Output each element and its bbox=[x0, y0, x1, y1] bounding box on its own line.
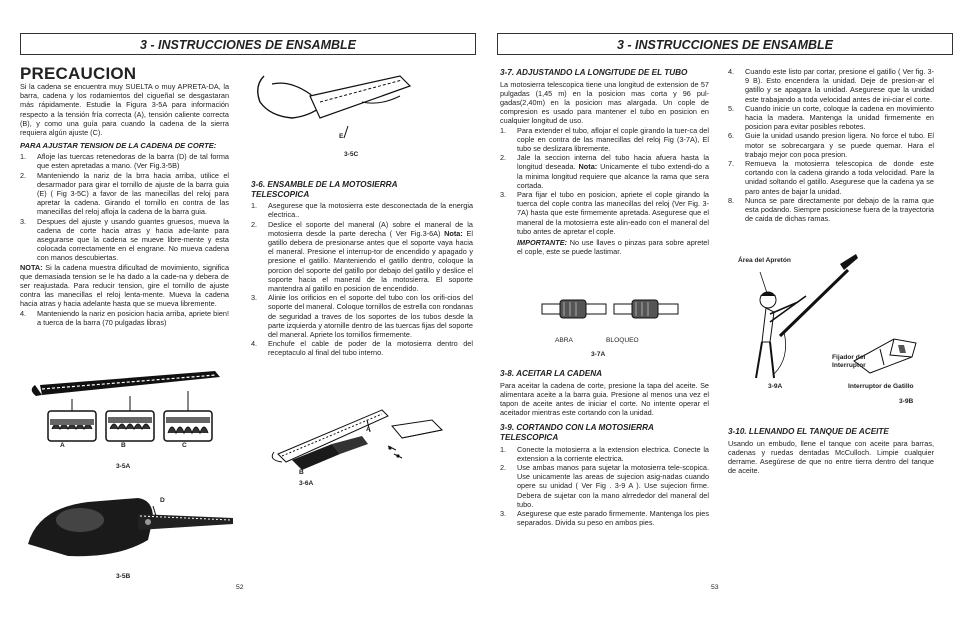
figure-3-5a bbox=[30, 363, 230, 473]
list-text: Asegurese que este parado firmemente. Mantenga los pies separados. Divida su peso en ambos pies. bbox=[517, 509, 709, 528]
list-text: Manteniendo la nariz de la brra hacia arriba, utilice el desarmador para girar el tornillo de ajuste de la barra guia (E) ( Fig 3-5C) a favor de las manecillas del reloj para apretar la cadena. Girando el tornillo en contra de las manecillas del reloj afloja la cadena de la barra guia. bbox=[37, 170, 229, 217]
chain-detail-b bbox=[106, 411, 154, 441]
list-number: 3. bbox=[251, 293, 258, 303]
list-number: 2. bbox=[500, 153, 507, 163]
tension-subheading: PARA AJUSTAR TENSION DE LA CADENA DE CORTE: bbox=[20, 141, 217, 151]
fig-3-9-lock-label: Fijador del Interruptor bbox=[832, 354, 866, 369]
list-text: Conecte la motosierra a la extension electrica. Conecte la extension a la corriente electrica. bbox=[517, 444, 709, 463]
pole-saw-drawing bbox=[780, 270, 848, 336]
left-section-header: 3 - INSTRUCCIONES DE ENSAMBLE bbox=[20, 33, 476, 55]
fig-3-5c-label-e: E bbox=[339, 133, 344, 140]
list-text: Use ambas manos para sujetar la motosierra tele-scopica. Use unicamente las areas de sujecion asig-nadas cuando opere su unidad ( Ver Fig . 3-9 A ). Use sujecion firme. Debera de sujetar con la mano alrrededor del maneral del tubo. bbox=[517, 463, 709, 509]
section-3-6-list bbox=[251, 201, 473, 357]
figure-3-7a bbox=[540, 290, 680, 340]
chain-detail-c bbox=[164, 411, 212, 441]
list-item bbox=[500, 445, 709, 463]
section-3-8-text: Para aceitar la cadena de corte, presione la tapa del aceite. Se alimentara aceite a la barra guia. Presione al menos una vez el tapon de aceite antes de iniciar el corte. No intente operar el aceitador mientras este cortando con la unidad. bbox=[500, 380, 709, 418]
figure-3-5c bbox=[250, 66, 420, 148]
tension-step-4 bbox=[20, 309, 229, 327]
chain-detail-a bbox=[48, 411, 96, 441]
list-text: Jale la seccion interna del tubo hacia afuera hasta la longitud deseada. Nota: Unicamente el tubo extendi-do a la minima longitud requiere que alcance la rama que sera cortada. bbox=[517, 153, 709, 190]
list-text: Alinie los orificios en el soporte del tubo con los orifi-cios del soporte del maneral. Coloque tornillos de estrella con rondanas de seguridad a traves de los soportes de los tubos desde la parte izquierda y atornille dentro de las tuercas fijas del soporte del maneral. Apriete los tornillos firmemente. bbox=[268, 293, 473, 340]
list-item bbox=[500, 126, 709, 154]
list-item bbox=[500, 190, 709, 236]
list-text: Despues del ajuste y usando guantes gruesos, mueva la cadena de corte hacia atras y hacia ade-lante para asegurarse que la cadena se mueve libre-mente y esta colocada correctamente en el engrane. No mueva cadena con manos descubiertas. bbox=[37, 216, 229, 263]
page-number-right: 53 bbox=[711, 584, 719, 591]
precaution-title: PRECAUCION bbox=[20, 64, 137, 83]
left-column-2 bbox=[251, 180, 473, 358]
list-number: 1. bbox=[20, 152, 27, 162]
fig-3-6a-caption: 3-6A bbox=[299, 480, 314, 487]
intro-paragraph: Si la cadena se encuentra muy SUELTA o muy APRETA-DA, la barra, cadena y los rodamientos del cigueñal se desgastaran más rápidamente. Estudie la Figura 3-5A para información respecto a la tensión fría correcta (A), tensión caliente correcta (B), y como una guía para cuando la cadena de la sierra requiera algún ajuste (C). bbox=[20, 82, 229, 138]
fig-3-5a-label-c: C bbox=[182, 442, 187, 449]
section-3-7-intro: La motosierra telescopica tiene una longitud de extension de 57 pulgadas (1,45 m) en la posicion mas corta y 96 pul-gadas(2,40m) en la posicion mas alargada. Un cople de compresion es usado para mantener el tubo en posicion en cualquier longitud de uso. bbox=[500, 79, 709, 126]
important-note: IMPORTANTE: No use llaves o pinzas para sobre apretel el cople, este se puede lastimar. bbox=[517, 238, 709, 257]
fig-3-7a-label-open: ABRA bbox=[555, 337, 573, 344]
fig-3-5b-caption: 3-5B bbox=[116, 573, 131, 580]
list-item bbox=[728, 196, 934, 224]
section-3-9-list bbox=[500, 445, 709, 528]
list-item bbox=[728, 159, 934, 196]
list-number: 3. bbox=[20, 216, 27, 226]
right-column-1-lower bbox=[500, 369, 709, 527]
fig-3-7a-label-lock: BLOQUEO bbox=[606, 337, 639, 344]
list-text: Nunca se pare directamente por debajo de la rama que esta podando. Siempre posicionese fuera de la trayectoria de caida de dichas ramas. bbox=[745, 195, 934, 224]
figure-3-5b bbox=[28, 488, 238, 568]
list-item bbox=[251, 339, 473, 357]
fig-3-5b-label-d: D bbox=[160, 497, 165, 504]
section-3-8-heading: 3-8. ACEITAR LA CADENA bbox=[500, 369, 603, 378]
section-3-10-text: Usando un embudo, llene el tanque con aceite para barras, cadenas y ruedas dentadas McCulloch. Limpie cualquier derrame. Asegúrese de que no entre tierra dentro del tanque de aceite. bbox=[728, 438, 934, 476]
list-item bbox=[20, 217, 229, 263]
list-number: 1. bbox=[251, 201, 258, 211]
list-number: 8. bbox=[728, 195, 735, 205]
list-item bbox=[251, 220, 473, 294]
list-item bbox=[728, 131, 934, 159]
list-item bbox=[500, 463, 709, 509]
list-text: Para fijar el tubo en posicion, apriete el cople girando la tuerca del cople contra las manecillas del reloj (Ver Fig. 3-7A) hasta que este firmemente apretada. Asegurese que el maneral de la motosierra este alin-eado con el maneral del tubo antes de apretar el cople. bbox=[517, 190, 709, 236]
list-text: Remueva la motosierra telescopica de donde este cortando con la cadena girando a toda velocidad. Pare la unidad soltando el gatillo. Asegurese que la cadena ya se paro antes de bajar la unidad. bbox=[745, 159, 934, 196]
list-text: Cuando inicie un corte, coloque la cadena en movimiento hacia la madera. Mantenga la unidad firmemente en posicion para evitar posibles rebotes. bbox=[745, 103, 934, 132]
list-text: Asegurese que la motosierra este desconectada de la energia electrica.. bbox=[268, 201, 473, 220]
fig-3-5c-caption: 3-5C bbox=[344, 151, 359, 158]
nota-paragraph: NOTA: Si la cadena muestra dificultad de movimiento, significa que demasiada tension se le ha dado a la cade-na y debera de ser reajustada. Para reducir tension, gire el tornillo de ajuste contra las manecillas el reloj lenta-mente. Mueva la cadena hacia atras y hacia adelante hasta que se mueva libremente. bbox=[20, 262, 229, 309]
fig-3-5a-caption: 3-5A bbox=[116, 463, 131, 470]
list-text: Guie la unidad usando presion ligera. No force el tubo. El motor se sobrecargara y se puede quemar. Hara el trabajo mejor con poca presion. bbox=[745, 131, 934, 159]
list-item bbox=[251, 201, 473, 219]
guide-bar-drawing bbox=[40, 371, 220, 395]
list-item bbox=[500, 153, 709, 190]
section-3-7-heading: 3-7. ADJUSTANDO LA LONGITUDE DE EL TUBO bbox=[500, 68, 688, 77]
list-number: 4. bbox=[728, 67, 735, 76]
list-text: Afloje las tuercas retenedoras de la barra (D) de tal forma que esten apretadas a mano. (Ver Fig.3-5B) bbox=[37, 152, 229, 171]
page-number-left: 52 bbox=[236, 584, 244, 591]
section-3-10-heading: 3-10. LLENANDO EL TANQUE DE ACEITE bbox=[728, 427, 889, 436]
cutting-steps-continued bbox=[728, 67, 934, 223]
coupling-locked-drawing bbox=[614, 300, 678, 318]
right-column-1 bbox=[500, 68, 709, 256]
list-item bbox=[251, 293, 473, 339]
section-3-10 bbox=[728, 427, 934, 475]
list-number: 2. bbox=[251, 219, 258, 229]
list-number: 5. bbox=[728, 103, 735, 113]
left-column-1 bbox=[20, 82, 229, 327]
section-3-6-heading: 3-6. ENSAMBLE DE LA MOTOSIERRA TELESCOPICA bbox=[251, 180, 398, 199]
fig-3-5a-label-a: A bbox=[60, 442, 65, 449]
list-number: 3. bbox=[500, 190, 507, 200]
list-text: Deslice el soporte del maneral (A) sobre el maneral de la motosierra desde la parte derecha ( Ver Fig.3-6A) Nota: El gatillo debera de presionarse antes que el soporte vaya hacia el maneral. Presione el interrup-tor de encendido y apagado y presione el gatillo. Manteniendo el gatillo dentro, coloque la porcion del soporte del gatillo por debajo del gatillo y deslice el soporte hacia el maneral de la motosierra. El soporte mantendra al gatillo en posicion de encendido. bbox=[268, 219, 473, 294]
fig-3-9-trigger-label: Interruptor de Gatillo bbox=[848, 383, 914, 390]
right-column-2 bbox=[728, 67, 934, 223]
list-item bbox=[728, 67, 934, 104]
coupling-open-drawing bbox=[542, 300, 606, 318]
list-item bbox=[728, 104, 934, 132]
list-number: 4. bbox=[251, 339, 258, 349]
list-number: 3. bbox=[500, 509, 507, 519]
list-number: 1. bbox=[500, 444, 507, 454]
list-number: 6. bbox=[728, 131, 735, 141]
tension-steps bbox=[20, 152, 229, 262]
list-item bbox=[20, 152, 229, 170]
list-item bbox=[500, 509, 709, 527]
fig-3-9-grip-label: Área del Apretón bbox=[738, 257, 791, 264]
list-item: 4. Manteniendo la nariz en posicion hacia arriba, apriete bien! a tuerca de la barra (70 pulgadas libras) bbox=[20, 308, 229, 327]
list-item bbox=[20, 171, 229, 217]
fig-3-9a-caption: 3-9A bbox=[768, 383, 783, 390]
list-text: Para extender el tubo, aflojar el cople girando la tuer-ca del cople en contra de las manecillas del reloj Fig (3-7A), El tubo se deslizara libremente. bbox=[517, 125, 709, 154]
list-number: 2. bbox=[20, 170, 27, 180]
list-number: 1. bbox=[500, 125, 507, 135]
list-number: 2. bbox=[500, 463, 507, 472]
right-section-header: 3 - INSTRUCCIONES DE ENSAMBLE bbox=[497, 33, 953, 55]
list-text: Cuando este listo par cortar, presione el gatillo ( Ver fig. 3-9 B). Esto encendera la unidad. Deje de presion-ar el gatillo y se apagara la unidad. Asegurese que la unidad este trabajando a toda velocidad antes de ini-ciar el corte. bbox=[745, 67, 934, 104]
fig-3-6a-label-a: A bbox=[366, 426, 371, 433]
list-text: Enchufe el cable de poder de la motosierra dentro del receptaculo al final del tubo interno. bbox=[268, 339, 473, 358]
fig-3-5a-label-b: B bbox=[121, 442, 126, 449]
section-3-7-list bbox=[500, 126, 709, 236]
list-number: 7. bbox=[728, 159, 735, 169]
section-3-9-heading: 3-9. CORTANDO CON LA MOTOSIERRA TELESCOPICA bbox=[500, 423, 654, 442]
fig-3-7a-caption: 3-7A bbox=[591, 351, 606, 358]
fig-3-9b-caption: 3-9B bbox=[899, 398, 914, 405]
fig-3-6a-label-b: B bbox=[299, 469, 304, 476]
